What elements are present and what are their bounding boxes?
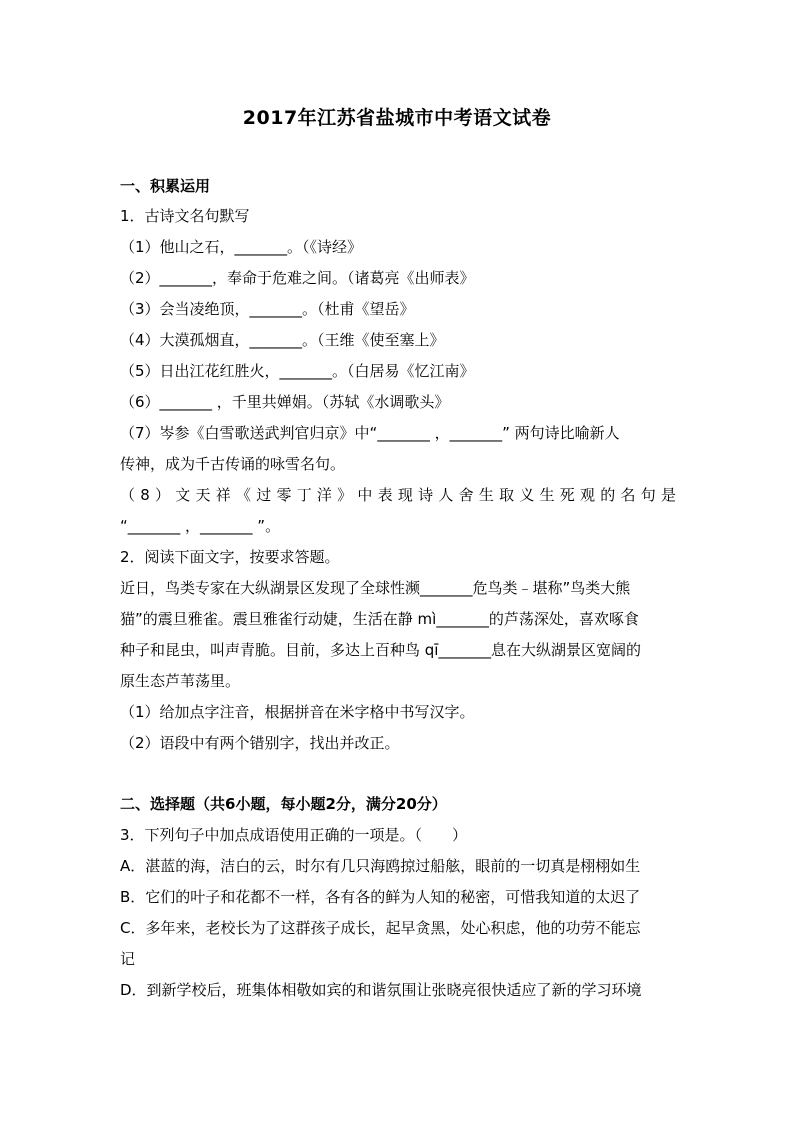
exam-title: 2017年江苏省盐城市中考语文试卷 (242, 107, 552, 129)
question-1-item-7: （7）岑参《白雪歌送武判官归京》中“_______ ，_______” 两句诗比喻新人 (120, 424, 620, 442)
passage-line-3: 种子和昆虫，叫声青脆。目前，多达上百种鸟 qī_______息在大纵湖景区宽阔的 (120, 641, 641, 659)
question-2-item-2: （2）语段中有两个错别字，找出并改正。 (120, 734, 400, 752)
question-3-option-d: D．到新学校后，班集体相敬如宾的和谐氛围让张晓亮很快适应了新的学习环境 (120, 981, 642, 999)
question-3-option-c: C．多年来，老校长为了这群孩子成长，起早贪黑，处心积虑，他的功劳不能忘 (120, 919, 641, 937)
question-3-option-b: B．它们的叶子和花都不一样，各有各的鲜为人知的秘密，可惜我知道的太迟了 (120, 888, 641, 906)
question-1-item-8-continued: “_______ ，_______ ”。 (120, 517, 281, 535)
question-1-item-6: （6）_______ ，千里共婵娟。（苏轼《水调歌头》 (120, 393, 450, 411)
question-1-item-4: （4）大漠孤烟直，_______。（王维《使至塞上》 (120, 331, 445, 349)
question-1-item-7-continued: 传神，成为千古传诵的咏雪名句。 (120, 455, 346, 473)
section-heading-choice: 二、选择题（共6小题，每小题2分，满分20分） (120, 795, 447, 813)
passage-line-1: 近日，鸟类专家在大纵湖景区发现了全球性濒_______危鸟类﹣堪称”鸟类大熊 (120, 579, 631, 597)
section-heading-accumulation: 一、积累运用 (120, 177, 211, 195)
question-3-option-c-continued: 记 (120, 950, 136, 968)
question-3-option-a: A．湛蓝的海，洁白的云，时尔有几只海鸥掠过船舷，眼前的一切真是栩栩如生 (120, 857, 641, 875)
question-1-item-3: （3）会当凌绝顶，_______。（杜甫《望岳》 (120, 300, 415, 318)
question-2-item-1: （1）给加点字注音，根据拼音在米字格中书写汉字。 (120, 703, 475, 721)
passage-line-4: 原生态芦苇荡里。 (120, 672, 241, 690)
passage-line-2: 猫”的震旦雅雀。震旦雅雀行动婕，生活在静 mì_______的芦荡深处，喜欢啄食 (120, 610, 639, 628)
question-1-item-1: （1）他山之石，_______。（《诗经》 (120, 238, 363, 256)
question-1-item-2: （2）_______，奉命于危难之间。（诸葛亮《出师表》 (120, 269, 475, 287)
question-1-heading: 1．古诗文名句默写 (120, 207, 250, 225)
question-2-heading: 2．阅读下面文字，按要求答题。 (120, 548, 340, 566)
question-1-item-8: （8）文天祥《过零丁洋》中表现诗人舍生取义生死观的名句是 (120, 486, 676, 504)
question-1-item-5: （5）日出江花红胜火，_______。（白居易《忆江南》 (120, 362, 475, 380)
question-3-stem: 3．下列句子中加点成语使用正确的一项是。（ ） (120, 826, 468, 844)
